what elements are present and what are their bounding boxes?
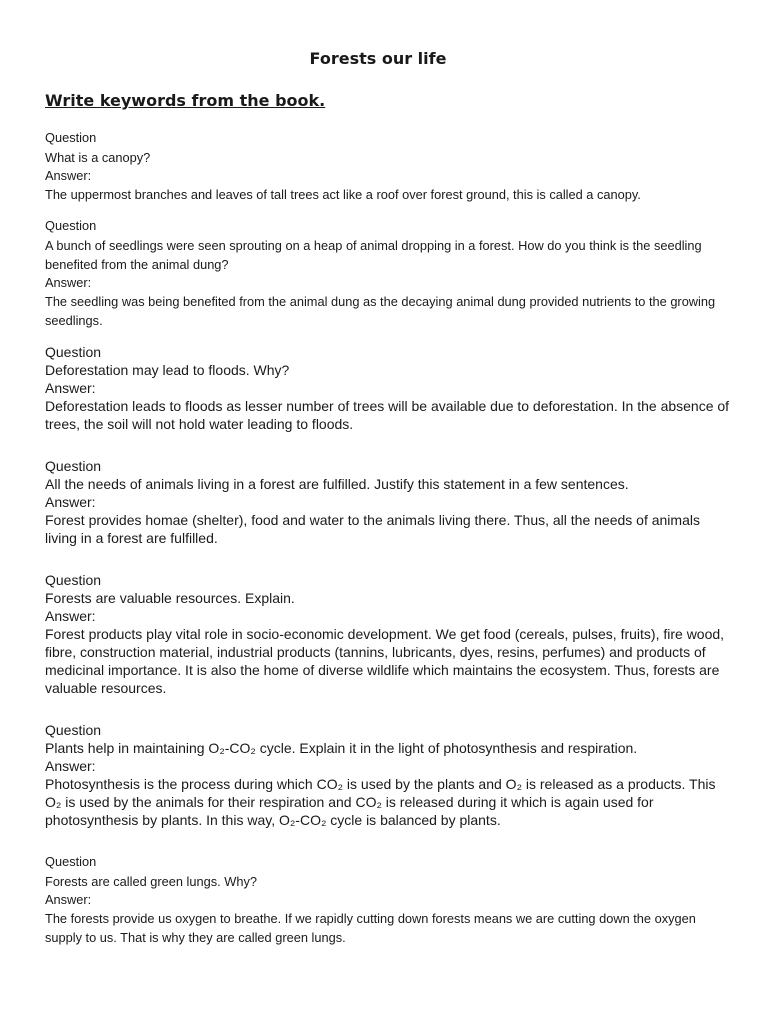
- answer-text: Forest provides homae (shelter), food and water to the animals living there. Thus, all the needs of animals living in a forest are fulfilled.: [45, 512, 700, 546]
- qa-block: [45, 457, 735, 547]
- question-text: Deforestation may lead to floods. Why?: [45, 362, 290, 378]
- question-text: Forests are called green lungs. Why?: [45, 873, 257, 889]
- qa-block: [45, 217, 735, 330]
- document-title: Forests our life: [309, 49, 447, 68]
- question-text: Plants help in maintaining O₂-CO₂ cycle. Explain it in the light of photosynthesis and respiration.: [45, 740, 638, 756]
- question-text: A bunch of seedlings were seen sprouting on a heap of animal dropping in a forest. How do you think is the seedling benefited from the animal dung?: [45, 237, 702, 272]
- question-label: Question: [45, 344, 102, 360]
- document-subtitle: Write keywords from the book.: [45, 91, 326, 110]
- answer-text: The seedling was being benefited from the animal dung as the decaying animal dung provided nutrients to the growing seedlings.: [45, 294, 716, 329]
- answer-label: Answer:: [45, 274, 92, 290]
- answer-label: Answer:: [45, 608, 96, 624]
- answer-label: Answer:: [45, 758, 96, 774]
- answer-label: Answer:: [45, 494, 96, 510]
- qa-block: [45, 721, 735, 829]
- answer-label: Answer:: [45, 891, 92, 907]
- answer-text: The forests provide us oxygen to breathe. If we rapidly cutting down forests means we are cutting down the oxygen supply to us. That is why they are called green lungs.: [45, 911, 696, 946]
- answer-text: Deforestation leads to floods as lesser number of trees will be available due to deforestation. In the absence of trees, the soil will not hold water leading to floods.: [45, 398, 730, 432]
- question-label: Question: [45, 572, 102, 588]
- question-label: Question: [45, 458, 102, 474]
- qa-block: [45, 571, 735, 697]
- answer-text: Forest products play vital role in socio-economic development. We get food (cereals, pulses, fruits), fire wood, fibre, construction material, industrial products (tannins, lubricants, dyes, resins, perfumes) and products of medicinal importance. It is also the home of diverse wildlife which maintains the ecosystem. Thus, forests are valuable resources.: [45, 626, 725, 696]
- qa-block: [45, 853, 735, 947]
- answer-label: Answer:: [45, 380, 96, 396]
- question-label: Question: [45, 722, 102, 738]
- qa-block: [45, 129, 735, 204]
- question-text: All the needs of animals living in a forest are fulfilled. Justify this statement in a few sentences.: [45, 476, 629, 492]
- answer-text: Photosynthesis is the process during which CO₂ is used by the plants and O₂ is released as a products. This O₂ is used by the animals for their respiration and CO₂ is released during it which is again used for photosynthesis by plants. In this way, O₂-CO₂ cycle is balanced by plants.: [45, 776, 716, 828]
- answer-text: The uppermost branches and leaves of tall trees act like a roof over forest ground, this is called a canopy.: [45, 187, 641, 203]
- qa-block: [45, 343, 735, 433]
- question-label: Question: [45, 130, 97, 145]
- question-label: Question: [45, 854, 97, 869]
- question-text: What is a canopy?: [45, 149, 151, 165]
- question-label: Question: [45, 218, 97, 233]
- question-text: Forests are valuable resources. Explain.: [45, 590, 295, 606]
- answer-label: Answer:: [45, 167, 92, 183]
